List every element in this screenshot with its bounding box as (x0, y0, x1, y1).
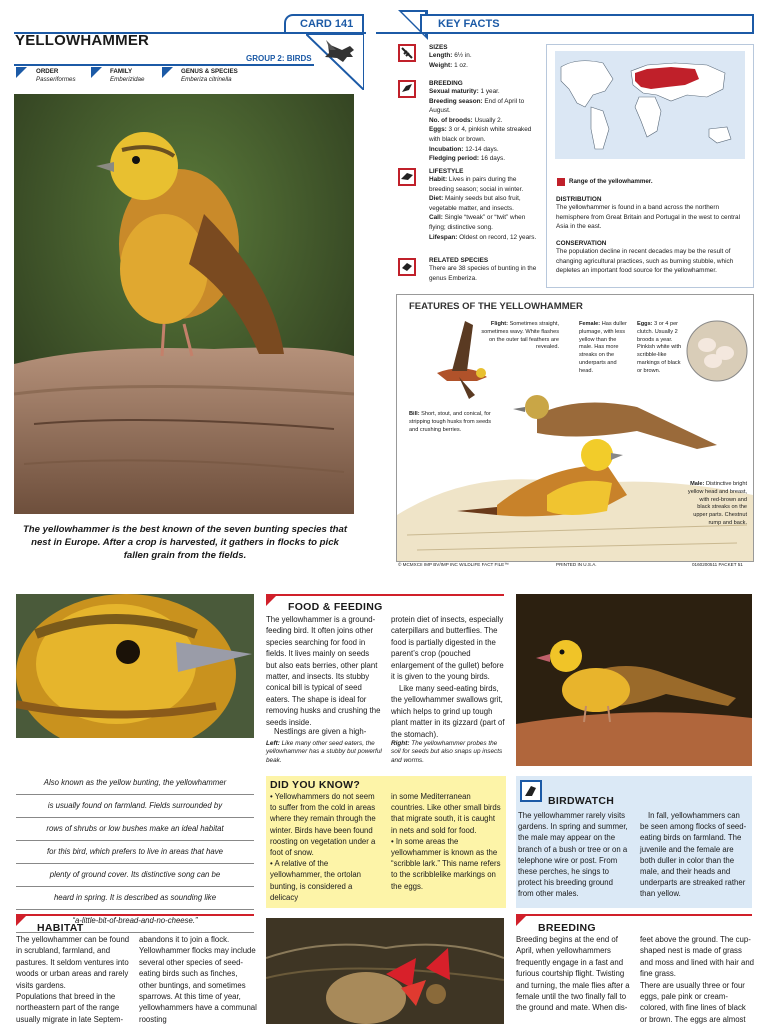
sizes-title: SIZES (429, 44, 448, 51)
lifestyle-bird-icon (398, 168, 416, 186)
species-title: YELLOWHAMMER (15, 32, 150, 49)
printed-line: PRINTED IN U.S.A. (556, 562, 597, 567)
group-rule (14, 64, 314, 66)
related-species-title: RELATED SPECIES (429, 257, 489, 264)
habitat-rule (16, 914, 254, 916)
family-marker-icon (91, 67, 102, 78)
sizes-weight: Weight: 1 oz. (429, 61, 468, 69)
feature-female-note: Female: Has duller plumage, with less yellow than the male. Has more streaks on the underparts and head. (579, 321, 627, 374)
left-photo-caption: Left: Like many other seed eaters, the yellowhammer has a stubby but powerful beak. (266, 740, 382, 764)
feature-flight-note: Flight: Sometimes straight, sometimes wavy. White flashes on the outer tail feathers are revealed. (481, 321, 559, 351)
breeding-fact-maturity: Sexual maturity: 1 year. (429, 88, 500, 95)
bird-head-closeup-photo (16, 594, 254, 738)
breeding-facts-block (429, 80, 541, 164)
map-legend-swatch (557, 178, 565, 186)
conservation-title: CONSERVATION (556, 240, 607, 247)
did-you-know-col1: • Yellowhammers do not seem to suffer from the cold in areas where they remain through the winter. Birds have been found roosting on vegetation under a foot of snow. • A relative of the yellowhammer, the ortolan bunting, is considered a delicacy (270, 792, 376, 902)
quote-line-7: “a-little-bit-of-bread-and-no-cheese.” (16, 910, 254, 933)
binoculars-icon (520, 780, 542, 802)
nestlings-photo (266, 918, 504, 1024)
world-map (547, 45, 753, 173)
lifestyle-lifespan: Lifespan: Oldest on record, 12 years. (429, 233, 537, 241)
quote-line-3: rows of shrubs or low bushes make an ideal habitat (16, 818, 254, 841)
quote-line-2: is usually found on farmland. Fields surrounded by (16, 795, 254, 818)
breeding-fact-broods: No. of broods: Usually 2. (429, 116, 503, 124)
map-legend-label: Range of the yellowhammer. (569, 178, 653, 185)
breeding-fact-season: Breeding season: End of April to August. (429, 97, 525, 115)
habitat-quote (16, 772, 254, 933)
food-col1b: Nestlings are given a high- (274, 727, 367, 736)
birdwatch-col1: The yellowhammer rarely visits gardens. In spring and summer, the male may appear on the branch of a bush or tree or on a telephone wire or post. From these perches, he sings to protect his breeding ground from other males. (518, 811, 628, 899)
features-title: FEATURES OF THE YELLOWHAMMER (409, 301, 583, 312)
key-facts-rule (376, 32, 754, 34)
genus-marker-icon (162, 67, 173, 78)
food-col1: The yellowhammer is a ground-feeding bird. It often joins other species searching for food in fields. It lives mainly on seeds but also eats berries, other plant matter, and insects. Its stubby conical bill is typical of seed eaters. The shape is ideal for removing husks and crushing the seeds inside. (266, 615, 381, 727)
feature-male-note: Male: Distinctive bright yellow head and breast, with red-brown and black streaks on the upper parts. Chestnut rump and back. (687, 481, 747, 526)
order-label: ORDER (36, 68, 59, 75)
breeding-rule (516, 914, 752, 916)
quote-line-1: Also known as the yellow bunting, the yellowhammer (16, 772, 254, 795)
birdwatch-col2: In fall, yellowhammers can be seen among flocks of seed-eating birds on farmland. The juvenile and the female are both duller in color than the male, and their heads and underparts are streaked rather than yellow. (640, 811, 747, 899)
food-col2b: Like many seed-eating birds, the yellowhammer swallows grit, which helps to grind up tough plant matter in its gizzard (part of the stomach). (391, 684, 505, 739)
features-panel (396, 294, 754, 562)
lifestyle-habit: Habit: Lives in pairs during the breeding season; social in winter. (429, 176, 524, 193)
breeding-fact-fledging: Fledging period: 16 days. (429, 155, 505, 163)
card-number: CARD 141 (300, 18, 354, 30)
habitat-title: HABITAT (37, 922, 84, 934)
food-rule (266, 594, 504, 596)
key-facts-header (420, 14, 754, 32)
bird-feeding-photo (516, 594, 752, 766)
feature-bill-note: Bill: Short, stout, and conical, for stripping tough husks from seeds and crushing berries. (409, 411, 492, 433)
breeding-col1: Breeding begins at the end of April, when yellowhammers frequently engage in a fast and furious courtship flight. Twisting and turning, the male flies after a female until the two finally fall to the ground and mate. When dis- (516, 935, 630, 1013)
did-you-know-title: DID YOU KNOW? (270, 779, 361, 791)
breeding-fact-incubation: Incubation: 12-14 days. (429, 145, 499, 153)
packet-line: 0160200511 PACKET 51 (692, 562, 743, 567)
habitat-col2: abandons it to join a flock. Yellowhammer flocks may include several other species of seed-eating birds such as finches, other buntings, and sometimes sparrows. At this time of year, yellowhammers have a communal roosting (139, 935, 257, 1024)
distribution-block (556, 196, 750, 232)
family-value: Emberizidae (110, 76, 145, 83)
bird-silhouette-icon (306, 34, 364, 90)
ruler-icon (398, 44, 416, 62)
card-number-tab (284, 14, 364, 32)
copyright-line: © MCMXCII IMP BV/IMP INC WILDLIFE FACT FILE™ (398, 562, 509, 567)
order-marker-icon (16, 67, 27, 78)
breeding-title: BREEDING (538, 922, 596, 934)
right-photo-caption: Right: The yellowhammer probes the soil for seeds but also snaps up insects and worms. (391, 740, 503, 764)
distribution-text: The yellowhammer is found in a band across the northern hemisphere from Great Britain and Portugal in the west to central Asia in the east. (556, 204, 740, 231)
breeding-facts-title: BREEDING (429, 80, 463, 87)
did-you-know-col2: in some Mediterranean countries. Like other small birds that migrate south, it is caught in nets and sold for food. • In some areas the yellowhammer is known as the “scribble lark.” This name refers to the scribblelike markings on the eggs. (391, 792, 501, 891)
main-photo-caption: The yellowhammer is the best known of the seven bunting species that nest in Europe. After a crop is harvested, it gathers in flocks to pick fallen grain from the fields. (22, 524, 348, 561)
feature-eggs-note: Eggs: 3 or 4 per clutch. Usually 2 broods a year. Pinkish white with scribble-like markings of black or brown. (637, 321, 682, 374)
conservation-block (556, 240, 750, 276)
distribution-title: DISTRIBUTION (556, 196, 602, 203)
food-title: FOOD & FEEDING (288, 601, 383, 613)
sizes-length: Length: 6½ in. (429, 52, 472, 59)
breeding-fact-eggs: Eggs: 3 or 4, pinkish white streaked with black or brown. (429, 126, 532, 143)
habitat-col1: The yellowhammer can be found in scrubland, farmland, and pastures. It seldom ventures into woods or urban areas and rarely visits gardens. Populations that breed in the northeastern part of the range usually migrate in late Septem- (16, 935, 130, 1024)
birdwatch-title: BIRDWATCH (548, 795, 615, 807)
breeding-bird-icon (398, 80, 416, 98)
conservation-text: The population decline in recent decades may be the result of changing agricultural practices, such as burning stubble, which depletes an important food source for the yellowhammer. (556, 248, 734, 275)
food-col2: protein diet of insects, especially caterpillars and butterflies. The food is partially digested in the parent’s crop (pouched enlargement of the gullet) before it is given to the young birds. (391, 615, 504, 682)
lifestyle-block (429, 168, 541, 242)
breeding-col2: feet above the ground. The cup-shaped nest is made of grass and moss and lined with hair and fine grass. There are usually three or four eggs, pale pink or cream-colored, with fine lines of black or brown. The eggs are almost (640, 935, 754, 1024)
genus-label: GENUS & SPECIES (181, 68, 238, 75)
lifestyle-diet: Diet: Mainly seeds but also fruit, vegetable matter, and insects. (429, 195, 521, 212)
related-species-text: There are 38 species of bunting in the genus Emberiza. (429, 265, 537, 282)
order-value: Passeriformes (36, 76, 76, 83)
genus-value: Emberiza citrinella (181, 76, 232, 83)
lifestyle-title: LIFESTYLE (429, 168, 464, 175)
lifestyle-call: Call: Single “tweak” or “twit” when flying; distinctive song. (429, 214, 526, 231)
quote-line-6: heard in spring. It is described as sounding like (16, 887, 254, 910)
related-species-block (429, 257, 541, 283)
quote-line-5: plenty of ground cover. Its distinctive song can be (16, 864, 254, 887)
group-label: GROUP 2: BIRDS (246, 54, 312, 63)
related-species-icon (398, 258, 416, 276)
quote-line-4: for this bird, which prefers to live in areas that have (16, 841, 254, 864)
key-facts-title: KEY FACTS (438, 18, 500, 30)
sizes-block (429, 44, 541, 70)
main-bird-photo (14, 94, 354, 514)
family-label: FAMILY (110, 68, 133, 75)
